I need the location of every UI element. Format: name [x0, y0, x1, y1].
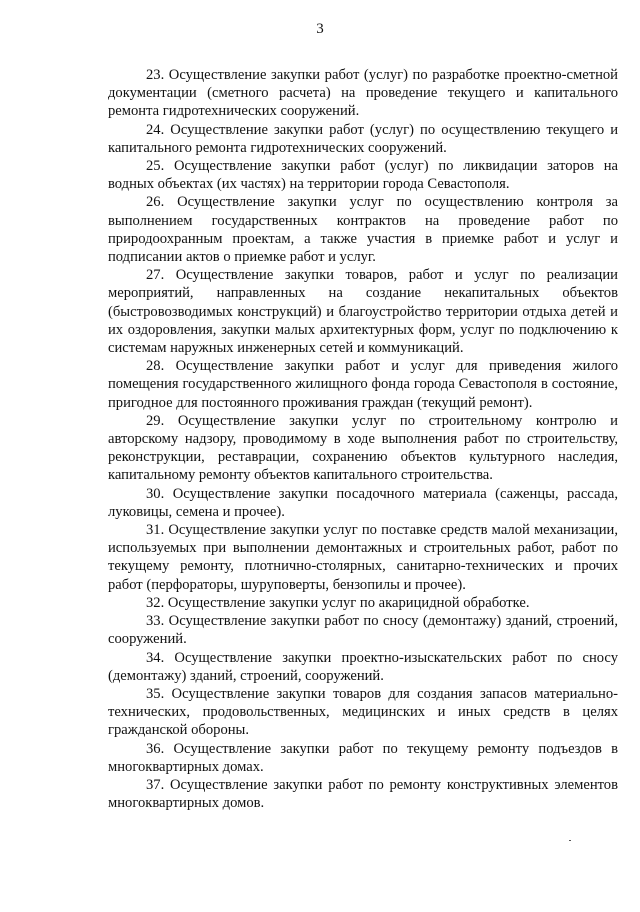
list-item-31: 31. Осуществление закупки услуг по поставке средств малой механизации, используемых при выполнении демонтажных и строительных работ, работ по текущему ремонту, плотнично-столярных, санитарно-технических и прочих работ (перфораторы, шуруповерты, бензопилы и прочее). — [108, 522, 618, 593]
list-item-33: 33. Осуществление закупки работ по сносу (демонтажу) зданий, строений, сооружений. — [108, 613, 618, 648]
list-item-29: 29. Осуществление закупки услуг по строительному контролю и авторскому надзору, проводимому в ходе выполнения работ по строительству, реконструкции, реставрации, сохранению объектов культурного наследия, капитальному ремонту объектов капитального строительства. — [108, 412, 618, 484]
list-item-25: 25. Осуществление закупки работ (услуг) по ликвидации заторов на водных объектах (их частях) на территории города Севастополя. — [108, 158, 618, 193]
list-item-32: 32. Осуществление закупки услуг по акарицидной обработке. — [146, 594, 530, 611]
page-number: 3 — [316, 21, 324, 37]
list-item-27: 27. Осуществление закупки товаров, работ и услуг по реализации мероприятий, направленных на создание некапитальных объектов (быстровозводимых конструкций) и благоустройство территории отдыха детей и их оздоровления, закупки малых архитектурных форм, услуг по подключению к системам наружных инженерных сетей и коммуникаций. — [108, 267, 618, 357]
list-item-37: 37. Осуществление закупки работ по ремонту конструктивных элементов многоквартирных домов. — [108, 776, 618, 812]
list-item-28: 28. Осуществление закупки работ и услуг для приведения жилого помещения государственного жилищного фонда города Севастополя в состояние, пригодное для постоянного проживания граждан (текущий ремонт). — [108, 358, 618, 411]
list-item-24: 24. Осуществление закупки работ (услуг) по осуществлению текущего и капитального ремонта гидротехнических сооружений. — [108, 121, 618, 156]
list-item-23: 23. Осуществление закупки работ (услуг) по разработке проектно-сметной документации (сметного расчета) на проведение текущего и капитального ремонта гидротехнических сооружений. — [108, 67, 618, 120]
scan-speck — [569, 840, 571, 841]
document-body — [108, 66, 618, 812]
list-item-35: 35. Осуществление закупки товаров для создания запасов материально-технических, продовольственных, медицинских и иных средств в целях гражданской обороны. — [108, 685, 618, 739]
list-item-30: 30. Осуществление закупки посадочного материала (саженцы, рассада, луковицы, семена и прочее). — [108, 485, 618, 520]
list-item-34: 34. Осуществление закупки проектно-изыскательских работ по сносу (демонтажу) зданий, строений, сооружений. — [108, 649, 618, 684]
list-item-26: 26. Осуществление закупки услуг по осуществлению контроля за выполнением государственных контрактов на проведение работ по природоохранным проектам, а также участия в приемке работ и услуг и подписании актов о приемке работ и услуг. — [108, 194, 618, 266]
list-item-36: 36. Осуществление закупки работ по текущему ремонту подъездов в многоквартирных домах. — [108, 740, 618, 775]
